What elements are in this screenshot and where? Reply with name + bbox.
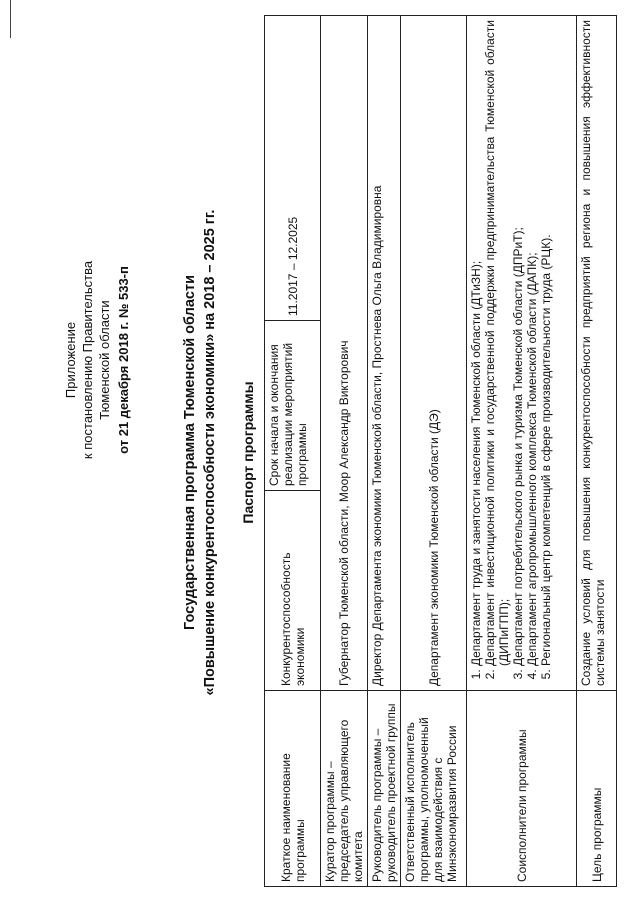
appendix-region: Тюменской области (97, 300, 112, 420)
passport-table (264, 15, 617, 887)
short-name-label: Краткое наименование программы (265, 691, 321, 887)
executor-label: Ответственный исполнитель программы, уполномоченный для взаимодействия с Минэкономразвития России (401, 691, 467, 887)
coexecutors-value (467, 16, 577, 691)
title-line-2: «Повышение конкурентоспособности экономики» на 2018 – 2025 гг. (202, 209, 218, 696)
title-line-1: Государственная программа Тюменской области (182, 275, 198, 631)
table-row (577, 16, 617, 887)
document-title (180, 0, 220, 905)
curator-label: Куратор программы – председатель управляющего комитета (321, 691, 368, 887)
head-value: Директор Департамента экономики Тюменской области, Простнева Ольга Владимировна (368, 16, 401, 691)
passport-title: Паспорт программы (240, 381, 256, 524)
list-item: 1. Департамент труда и занятости населения Тюменской области (ДТиЗН); (469, 20, 483, 666)
table-row (265, 16, 321, 887)
short-name-value: Конкурентоспособность экономики (265, 491, 321, 691)
appendix-header (62, 210, 132, 510)
period-label: Срок начала и окончания реализации мероприятий программы (265, 321, 321, 491)
list-item: 5. Региональный центр компетенций в сфере производительности труда (РЦК). (539, 20, 553, 666)
table-row (321, 16, 368, 887)
table-row (401, 16, 467, 887)
period-value: 11.2017 – 12.2025 (265, 16, 321, 321)
coexecutors-label: Соисполнители программы (467, 691, 577, 887)
list-item: 2. Департамент инвестиционной политики и государственной поддержки предпринимательства Тюменской области (ДИПиГПП); (483, 20, 511, 666)
scan-edge-line (10, 0, 11, 38)
appendix-resolution: к постановлению Правительства (80, 260, 95, 460)
head-label: Руководитель программы – руководитель проектной группы (368, 691, 401, 887)
appendix-date-number: от 21 декабря 2018 г. № 533-п (116, 266, 131, 454)
executor-value: Департамент экономики Тюменской области (ДЭ) (401, 16, 467, 691)
coexecutors-list (469, 20, 553, 686)
curator-value: Губернатор Тюменской области, Моор Александр Викторович (321, 16, 368, 691)
goal-value: Создание условий для повышения конкурентоспособности предприятий региона и повышения эффективности системы занятости (577, 16, 617, 691)
appendix-label: Приложение (63, 321, 78, 399)
goal-label: Цель программы (577, 691, 617, 887)
table-row (467, 16, 577, 887)
list-item: 3. Департамент потребительского рынка и туризма Тюменской области (ДПРиТ); (511, 20, 525, 666)
table-row (368, 16, 401, 887)
list-item: 4. Департамент агропромышленного комплекса Тюменской области (ДАПК); (525, 20, 539, 666)
